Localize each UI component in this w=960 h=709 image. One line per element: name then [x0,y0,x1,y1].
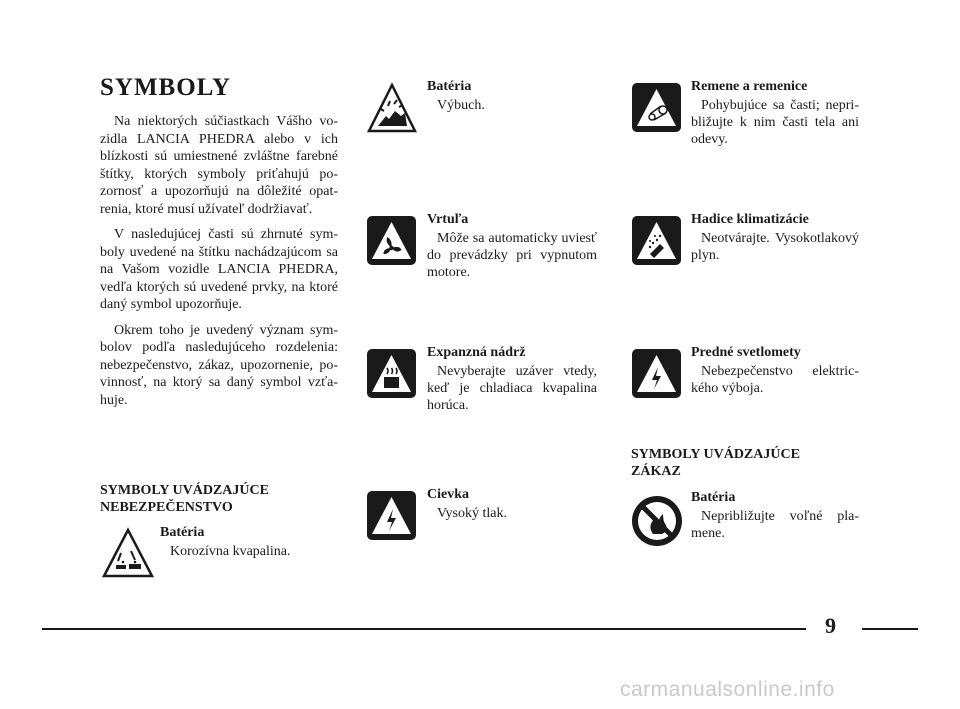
entry-text: Môže sa automaticky uviesť do prevádzky pri vypnutom motore. [427,231,597,280]
entry-title: Expanzná nádrž [427,345,526,360]
entry-text: Nebezpečenstvo elektric-kého výboja. [691,364,859,396]
fan-icon [365,214,418,267]
entry-text: Korozívna kvapalina. [170,544,291,559]
belt-icon [630,81,683,134]
entry-ac-hoses [691,211,859,264]
entry-explosion [427,78,597,114]
entry-title: Batéria [160,525,205,540]
corrosive-icon [101,527,155,579]
page-number: 9 [825,613,836,638]
danger-section-heading: SYMBOLY UVÁDZAJÚCE NEBEZPEČENSTVO [100,483,269,515]
entry-text: Nevyberajte uzáver vtedy, keď je chladiaca kvapalina horúca. [427,364,597,413]
entry-title: Vrtuľa [427,212,469,227]
footer-rule [42,628,806,630]
hot-tank-icon [365,347,418,400]
entry-text: Vysoký tlak. [437,506,507,521]
page-title: SYMBOLY [100,74,232,101]
entry-text: Výbuch. [437,98,485,113]
intro-paragraph: Na niektorých súčiastkach Vášho vo-zidla LANCIA PHEDRA alebo v ich blízkosti sú umiestnené zvláštne farebné štítky, ktorých symboly priťahujú po-zornosť a upozorňujú na dôležité opat-renia, ktoré musí užívateľ dodržiavať. [100,114,338,217]
entry-headlights [691,344,859,397]
electric-shock-icon [630,347,683,400]
explosion-icon [366,82,418,134]
intro-paragraph: V nasledujúcej časti sú zhrnuté sym-boly uvedené na štítku nachádzajúcom sa na Vašom vozidle LANCIA PHEDRA, vedľa ktorých sú uvedené prvky, na ktoré daný symbol upozorňuje. [100,227,338,312]
entry-fan [427,211,597,281]
entry-title: Batéria [427,79,472,94]
watermark: carmanualsonline.info [620,678,835,701]
entry-title: Cievka [427,487,469,502]
entry-belts [691,78,859,148]
intro-paragraph: Okrem toho je uvedený význam sym-bolov podľa nasledujúceho rozdelenia: nebezpečenstvo, zákaz, upozornenie, po-vinnosť, na ktorý sa daný symbol vzťa-huje. [100,322,338,408]
entry-title: Batéria [691,490,736,505]
footer-rule-right [862,628,918,630]
entry-text: Nepribližujte voľné pla-mene. [691,509,859,541]
entry-coil [427,486,597,522]
entry-text: Pohybujúce sa časti; nepri-bližujte k nim časti tela ani odevy. [691,98,859,147]
entry-no-flame [691,489,859,542]
entry-text: Neotvárajte. Vysokotlakový plyn. [691,231,859,263]
entry-title: Predné svetlomety [691,345,801,360]
intro-text [100,113,338,417]
entry-expansion-tank [427,344,597,414]
no-flame-icon [630,494,684,548]
high-voltage-icon [365,489,418,542]
entry-title: Remene a remenice [691,79,808,94]
danger-entry-battery [160,524,340,560]
entry-title: Hadice klimatizácie [691,212,809,227]
prohibition-section-heading: SYMBOLY UVÁDZAJÚCE ZÁKAZ [631,447,800,479]
pressure-gas-icon [630,214,683,267]
